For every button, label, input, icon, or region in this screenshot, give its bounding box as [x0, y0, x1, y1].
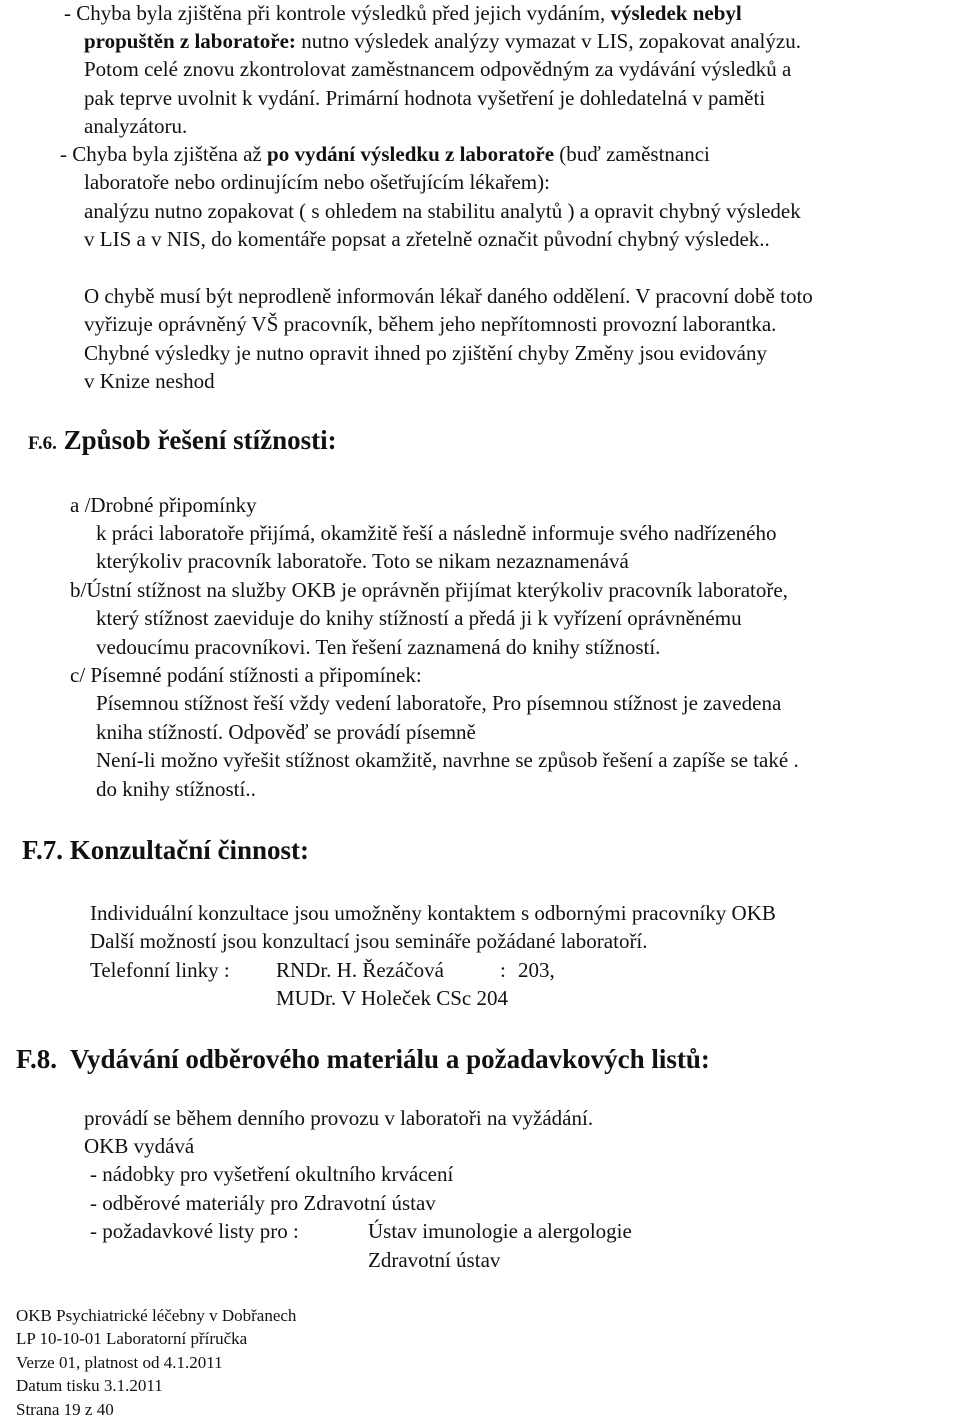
error-item1-line2: [84, 28, 801, 54]
f8-line2: OKB vydává: [84, 1134, 195, 1158]
f6-c-line1: Písemnou stížnost řeší vždy vedení laboratoře, Pro písemnou stížnost je zavedena: [96, 691, 782, 715]
footer-line2: LP 10-10-01 Laboratorní příručka: [16, 1329, 248, 1348]
error-item1-line3: Potom celé znovu zkontrolovat zaměstnancem odpovědným za vydávání výsledků a: [84, 57, 792, 81]
error-item2-prefix: - Chyba byla zjištěna až: [60, 142, 268, 166]
note-line2: vyřizuje oprávněný VŠ pracovník, během jeho nepřítomnosti provozní laborantka.: [84, 312, 777, 336]
footer-line3: Verze 01, platnost od 4.1.2011: [16, 1353, 223, 1372]
section-f6-number: F.6.: [28, 433, 57, 454]
error-item2-bold: po vydání výsledku z laboratoře: [267, 142, 555, 166]
f6-b-head: b/Ústní stížnost na služby OKB je oprávněn přijímat kterýkoliv pracovník laboratoře,: [70, 578, 788, 602]
f7-phone1-sep: :: [500, 958, 506, 982]
section-f8-heading: [16, 1043, 710, 1075]
f8-item3-label: - požadavkové listy pro :: [90, 1219, 299, 1243]
note-line1: O chybě musí být neprodleně informován lékař daného oddělení. V pracovní době toto: [84, 284, 813, 308]
f6-c-head: c/ Písemné podání stížnosti a připomínek:: [70, 663, 422, 687]
error-item1-bold1: výsledek nebyl: [610, 1, 742, 25]
f6-b-line2: vedoucímu pracovníkovi. Ten řešení zaznamená do knihy stížností.: [96, 635, 661, 659]
note-line4: v Knize neshod: [84, 369, 215, 393]
section-f7-heading: [22, 834, 309, 866]
f6-c-line2: kniha stížností. Odpověď se provádí písemně: [96, 720, 476, 744]
f7-line1: Individuální konzultace jsou umožněny kontaktem s odbornými pracovníky OKB: [90, 901, 776, 925]
error-item2-line3: analýzu nutno zopakovat ( s ohledem na stabilitu analytů ) a opravit chybný výsledek: [84, 199, 801, 223]
error-item1-line5: analyzátoru.: [84, 114, 188, 138]
error-item2-line4: v LIS a v NIS, do komentáře popsat a zřetelně označit původní chybný výsledek..: [84, 227, 770, 251]
f6-a-line1: k práci laboratoře přijímá, okamžitě řeší a následně informuje svého nadřízeného: [96, 521, 777, 545]
f6-b-line1: který stížnost zaeviduje do knihy stížností a předá ji k vyřízení oprávněnému: [96, 606, 742, 630]
f6-a-head: a /Drobné připomínky: [70, 493, 257, 517]
error-item1-rest: nutno výsledek analýzy vymazat v LIS, zopakovat analýzu.: [295, 29, 801, 53]
f6-c-line3: Není-li možno vyřešit stížnost okamžitě, navrhne se způsob řešení a zapíše se také .: [96, 748, 799, 772]
note-line3: Chybné výsledky je nutno opravit ihned po zjištění chyby Změny jsou evidovány: [84, 341, 767, 365]
section-f7-title: Konzultační činnost:: [69, 835, 310, 865]
section-f6-heading: [28, 424, 337, 460]
f6-a-line2: kterýkoliv pracovník laboratoře. Toto se nikam nezaznamenává: [96, 549, 629, 573]
f7-phone-label: Telefonní linky :: [90, 958, 230, 982]
error-item2-rest: (buď zaměstnanci: [554, 142, 710, 166]
error-item2-line1: [60, 141, 710, 167]
error-item1-prefix: - Chyba byla zjištěna při kontrole výsledků před jejich vydáním,: [64, 1, 611, 25]
f8-item3-value1: Ústav imunologie a alergologie: [368, 1219, 632, 1243]
error-item1-line1: [64, 0, 742, 26]
f7-phone2: MUDr. V Holeček CSc 204: [276, 986, 508, 1010]
f8-item2: - odběrové materiály pro Zdravotní ústav: [90, 1191, 436, 1215]
error-item2-line2: laboratoře nebo ordinujícím nebo ošetřujícím lékařem):: [84, 170, 550, 194]
section-f7-number: F.7.: [22, 835, 64, 865]
section-f6-title: Způsob řešení stížnosti:: [63, 425, 337, 455]
f7-phone1-name: RNDr. H. Řezáčová: [276, 958, 444, 982]
f6-c-line4: do knihy stížností..: [96, 777, 256, 801]
error-item1-bold2: propuštěn z laboratoře:: [84, 29, 296, 53]
f8-item1: - nádobky pro vyšetření okultního krvácení: [90, 1162, 454, 1186]
f8-item3-value2: Zdravotní ústav: [368, 1248, 501, 1272]
footer-page-number: Strana 19 z 40: [16, 1400, 114, 1419]
f7-phone1-num: 203,: [518, 958, 555, 982]
section-f8-number: F.8.: [16, 1044, 58, 1074]
footer-line1: OKB Psychiatrické léčebny v Dobřanech: [16, 1306, 297, 1325]
footer-line4: Datum tisku 3.1.2011: [16, 1376, 163, 1395]
f8-line1: provádí se během denního provozu v laboratoři na vyžádání.: [84, 1106, 594, 1130]
f7-line2: Další možností jsou konzultací jsou semináře požádané laboratoří.: [90, 929, 648, 953]
error-item1-line4: pak teprve uvolnit k vydání. Primární hodnota vyšetření je dohledatelná v paměti: [84, 86, 766, 110]
section-f8-title: Vydávání odběrového materiálu a požadavkových listů:: [70, 1044, 710, 1074]
